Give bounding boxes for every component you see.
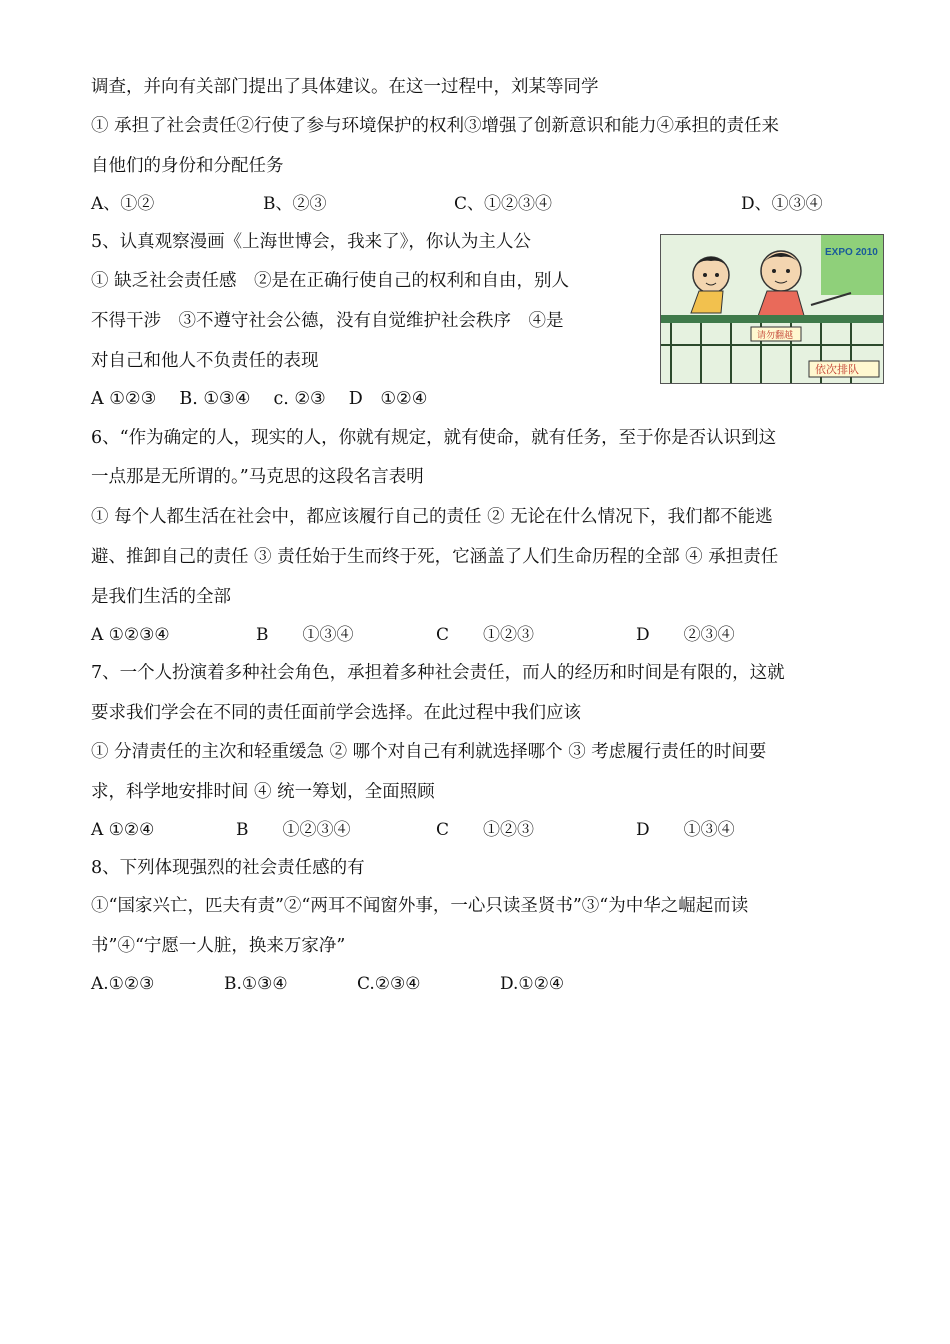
q5-statements-line1: ① 缺乏社会责任感 ②是在正确行使自己的权利和自由，别人 bbox=[91, 271, 570, 291]
q4-stem-tail: 调查，并向有关部门提出了具体建议。在这一过程中，刘某等同学 bbox=[91, 77, 599, 97]
q5-options: A ①②③ B. ①③④ c. ②③ D ①②④ bbox=[91, 389, 428, 409]
q8-option-c: C.②③④ bbox=[357, 974, 421, 994]
q6-stem-line2: 一点那是无所谓的。”马克思的这段名言表明 bbox=[91, 467, 424, 487]
q8-option-b: B.①③④ bbox=[224, 974, 288, 994]
q7-option-b: B ①②③④ bbox=[236, 820, 351, 840]
q7-stem-line1: 7、一个人扮演着多种社会角色，承担着多种社会责任，而人的经历和时间是有限的，这就 bbox=[91, 663, 785, 683]
expo-logo-text: EXPO 2010 bbox=[825, 247, 878, 258]
q5-stem: 5、认真观察漫画《上海世博会，我来了》，你认为主人公 bbox=[91, 232, 531, 252]
q7-option-a: A ①②④ bbox=[91, 820, 155, 840]
q7-option-c: C ①②③ bbox=[436, 820, 535, 840]
q6-option-d: D ②③④ bbox=[636, 625, 735, 645]
q4-statements-line2: 自他们的身份和分配任务 bbox=[91, 156, 284, 176]
q7-stem-line2: 要求我们学会在不同的责任面前学会选择。在此过程中我们应该 bbox=[91, 703, 581, 723]
q8-statements-line2: 书”④“宁愿一人脏，换来万家净” bbox=[91, 936, 346, 956]
q6-option-c: C ①②③ bbox=[436, 625, 535, 645]
q6-stem-line1: 6、“作为确定的人，现实的人，你就有规定，就有使命，就有任务，至于你是否认识到这 bbox=[91, 428, 777, 448]
q5-statements-line2: 不得干涉 ③不遵守社会公德，没有自觉维护社会秩序 ④是 bbox=[91, 311, 564, 331]
q8-statements-line1: ①“国家兴亡，匹夫有责”②“两耳不闻窗外事，一心只读圣贤书”③“为中华之崛起而读 bbox=[91, 896, 749, 916]
q4-statements-line1: ① 承担了社会责任②行使了参与环境保护的权利③增强了创新意识和能力④承担的责任来 bbox=[91, 116, 780, 136]
q8-option-a: A.①②③ bbox=[91, 974, 155, 994]
expo-cartoon-image bbox=[660, 234, 884, 384]
fence-sign-queue: 依次排队 bbox=[815, 363, 859, 376]
q7-statements-line2: 求，科学地安排时间 ④ 统一筹划，全面照顾 bbox=[91, 782, 435, 802]
q7-statements-line1: ① 分清责任的主次和轻重缓急 ② 哪个对自己有利就选择哪个 ③ 考虑履行责任的时间要 bbox=[91, 742, 767, 762]
fence-sign-no-climb: 请勿翻越 bbox=[757, 331, 794, 341]
q4-option-a: A、①② bbox=[91, 194, 155, 214]
q5-statements-line3: 对自己和他人不负责任的表现 bbox=[91, 351, 319, 371]
q4-option-b: B、②③ bbox=[263, 194, 327, 214]
q4-option-d: D、①③④ bbox=[741, 194, 823, 214]
q7-option-d: D ①③④ bbox=[636, 820, 735, 840]
q8-option-d: D.①②④ bbox=[500, 974, 565, 994]
q6-statements-line3: 是我们生活的全部 bbox=[91, 587, 231, 607]
q6-statements-line1: ① 每个人都生活在社会中，都应该履行自己的责任 ② 无论在什么情况下，我们都不能逃 bbox=[91, 507, 773, 527]
q6-option-b: B ①③④ bbox=[256, 625, 354, 645]
q8-stem: 8、下列体现强烈的社会责任感的有 bbox=[91, 858, 365, 878]
cartoon-illustration bbox=[661, 235, 883, 383]
q6-option-a: A ①②③④ bbox=[91, 625, 170, 645]
q6-statements-line2: 避、推卸自己的责任 ③ 责任始于生而终于死，它涵盖了人们生命历程的全部 ④ 承担责任 bbox=[91, 547, 779, 567]
q4-option-c: C、①②③④ bbox=[454, 194, 553, 214]
